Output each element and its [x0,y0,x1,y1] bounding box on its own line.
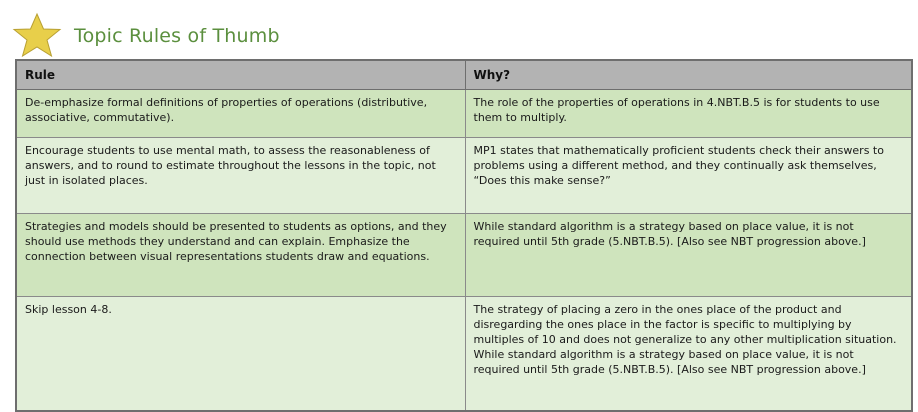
why-cell [465,297,912,412]
table-row [16,297,912,412]
page-header [10,12,280,58]
why-cell [465,138,912,214]
rule-cell: Strategies and models should be presented to students as options, and they should use methods they understand and can explain. Emphasize the connection between visual representations students draw and equations. [16,214,465,297]
rule-cell: Encourage students to use mental math, to assess the reasonableness of answers, and to round to estimate throughout the lessons in the topic, not just in isolated places. [16,138,465,214]
rule-cell: De-emphasize formal definitions of properties of operations (distributive, associative, commutative). [16,90,465,138]
why-text: While standard algorithm is a strategy based on place value, it is not required until 5th grade (5.NBT.B.5). [Also see NBT progression above.] [473,348,866,376]
column-header-why: Why? [465,60,912,90]
rules-table [15,59,913,412]
table-row [16,90,912,138]
table-header-row [16,60,912,90]
why-text: MP1 states that mathematically proficient students check their answers to problems using a different method, and they continually ask themselves, “Does this make sense?” [473,144,884,187]
page-title: Topic Rules of Thumb [74,25,280,47]
why-cell [465,90,912,138]
why-text: The strategy of placing a zero in the ones place of the product and disregarding the ones place in the factor is specific to multiplying by multiples of 10 and does not generalize to any other multiplication situation. [473,303,897,346]
rule-cell: Skip lesson 4-8. [16,297,465,412]
column-header-rule: Rule [16,60,465,90]
star-icon [10,12,64,58]
why-text: While standard algorithm is a strategy based on place value, it is not required until 5th grade (5.NBT.B.5). [Also see NBT progression above.] [473,220,866,248]
why-text: The role of the properties of operations in 4.NBT.B.5 is for students to use them to multiply. [473,96,880,124]
why-cell [465,214,912,297]
table-row [16,214,912,297]
table-row [16,138,912,214]
